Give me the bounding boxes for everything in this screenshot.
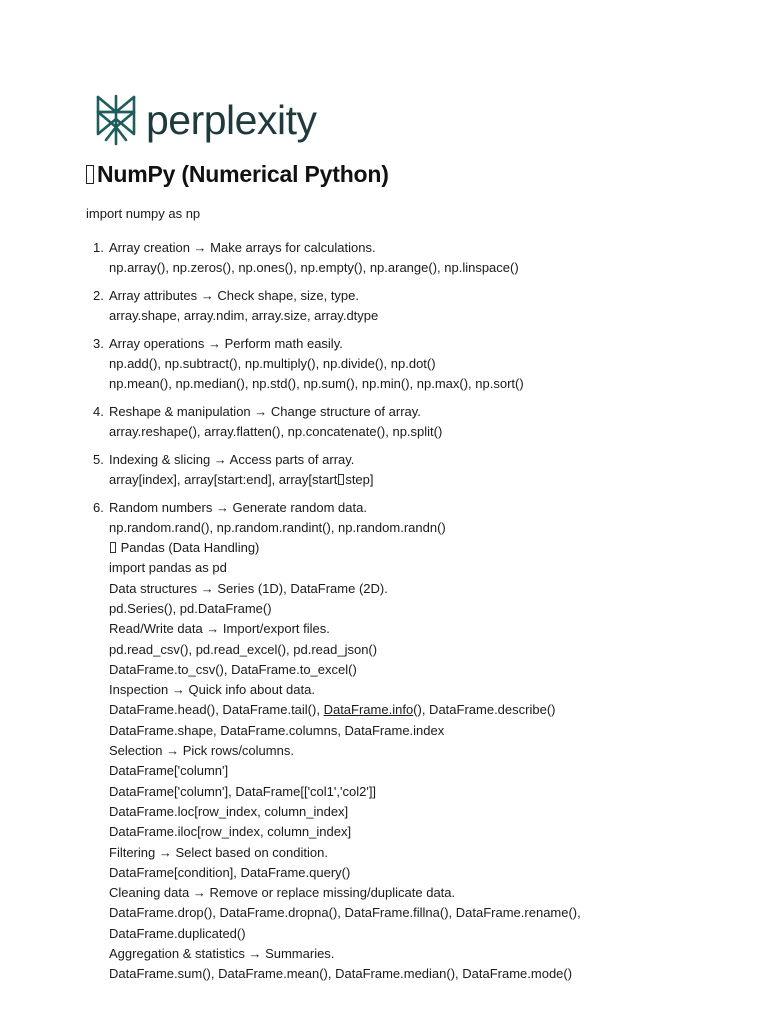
list-number: 3. <box>93 335 104 351</box>
list-item <box>86 334 581 395</box>
page-title-text: NumPy (Numerical Python) <box>97 161 389 187</box>
list-number: 6. <box>93 499 104 515</box>
pandas-line: Read/Write data → Import/export files. <box>109 621 330 637</box>
pandas-line: import pandas as pd <box>109 560 227 576</box>
pandas-line: pd.read_csv(), pd.read_excel(), pd.read_json() <box>109 641 378 657</box>
list-item-code: np.random.rand(), np.random.randint(), np.random.randn() <box>109 519 446 535</box>
list-item-code: array.shape, array.ndim, array.size, array.dtype <box>109 307 379 323</box>
list-number: 1. <box>93 240 104 255</box>
pandas-line: DataFrame['column'] <box>109 763 229 779</box>
perplexity-wordmark: perplexity <box>146 96 317 143</box>
missing-glyph-icon <box>86 165 94 184</box>
pandas-line: DataFrame.shape, DataFrame.columns, DataFrame.index <box>109 722 445 738</box>
pandas-line: Aggregation & statistics → Summaries. <box>109 945 335 961</box>
list-item-code: np.array(), np.zeros(), np.ones(), np.empty(), np.arange(), np.linspace() <box>109 260 519 275</box>
page-title <box>86 161 389 188</box>
pandas-line: Cleaning data → Remove or replace missing/duplicate data. <box>109 885 456 901</box>
list-item-heading: Array creation → Make arrays for calculations. <box>109 240 376 255</box>
pandas-line: Data structures → Series (1D), DataFrame (2D). <box>109 580 388 596</box>
missing-glyph-icon <box>338 474 344 485</box>
pandas-line: Inspection → Quick info about data. <box>109 682 315 698</box>
pandas-line <box>109 700 581 720</box>
dataframe-info-link[interactable]: DataFrame.info <box>323 702 414 718</box>
pandas-line: Selection → Pick rows/columns. <box>109 743 294 759</box>
list-number: 5. <box>93 451 104 467</box>
list-item-heading: Array attributes → Check shape, size, type. <box>109 287 359 303</box>
code-text: (), DataFrame.describe() <box>413 702 556 718</box>
import-statement: import numpy as np <box>86 206 201 221</box>
list-item <box>86 498 581 985</box>
perplexity-logo-icon <box>94 94 138 146</box>
list-item-code: np.mean(), np.median(), np.std(), np.sum(), np.min(), np.max(), np.sort() <box>109 376 524 392</box>
code-text: step] <box>345 471 374 487</box>
list-item-heading: Indexing & slicing → Access parts of array. <box>109 451 355 467</box>
code-text: DataFrame.head(), DataFrame.tail(), <box>109 702 324 718</box>
pandas-line: pd.Series(), pd.DataFrame() <box>109 600 272 616</box>
pandas-heading-text: Pandas (Data Handling) <box>120 540 260 556</box>
list-item <box>86 238 581 278</box>
list-item <box>86 450 581 490</box>
pandas-line: Filtering → Select based on condition. <box>109 844 328 860</box>
list-item <box>86 286 581 326</box>
list-item-heading: Array operations → Perform math easily. <box>109 335 343 351</box>
list-item-heading: Random numbers → Generate random data. <box>109 499 367 515</box>
list-item-code: np.add(), np.subtract(), np.multiply(), np.divide(), np.dot() <box>109 355 436 371</box>
list-item-code: array.reshape(), array.flatten(), np.concatenate(), np.split() <box>109 423 443 439</box>
perplexity-logo <box>94 94 316 146</box>
numpy-topic-list <box>86 238 581 992</box>
pandas-line: DataFrame.to_csv(), DataFrame.to_excel() <box>109 661 357 677</box>
code-text: array[index], array[start:end], array[start <box>109 471 338 487</box>
pandas-line: DataFrame.drop(), DataFrame.dropna(), DataFrame.fillna(), DataFrame.rename(), <box>109 905 581 921</box>
pandas-heading <box>109 538 581 558</box>
list-item <box>86 402 581 442</box>
list-item-code <box>109 470 581 490</box>
list-number: 4. <box>93 403 104 419</box>
pandas-line: DataFrame.duplicated() <box>109 925 246 941</box>
missing-glyph-icon <box>110 542 116 553</box>
pandas-line: DataFrame.sum(), DataFrame.mean(), DataFrame.median(), DataFrame.mode() <box>109 966 573 982</box>
pandas-line: DataFrame[condition], DataFrame.query() <box>109 864 351 880</box>
pandas-line: DataFrame.loc[row_index, column_index] <box>109 803 349 819</box>
pandas-line: DataFrame.iloc[row_index, column_index] <box>109 824 352 840</box>
pandas-line: DataFrame['column'], DataFrame[['col1','col2']] <box>109 783 377 799</box>
list-item-heading: Reshape & manipulation → Change structure of array. <box>109 403 421 419</box>
list-number: 2. <box>93 287 104 303</box>
